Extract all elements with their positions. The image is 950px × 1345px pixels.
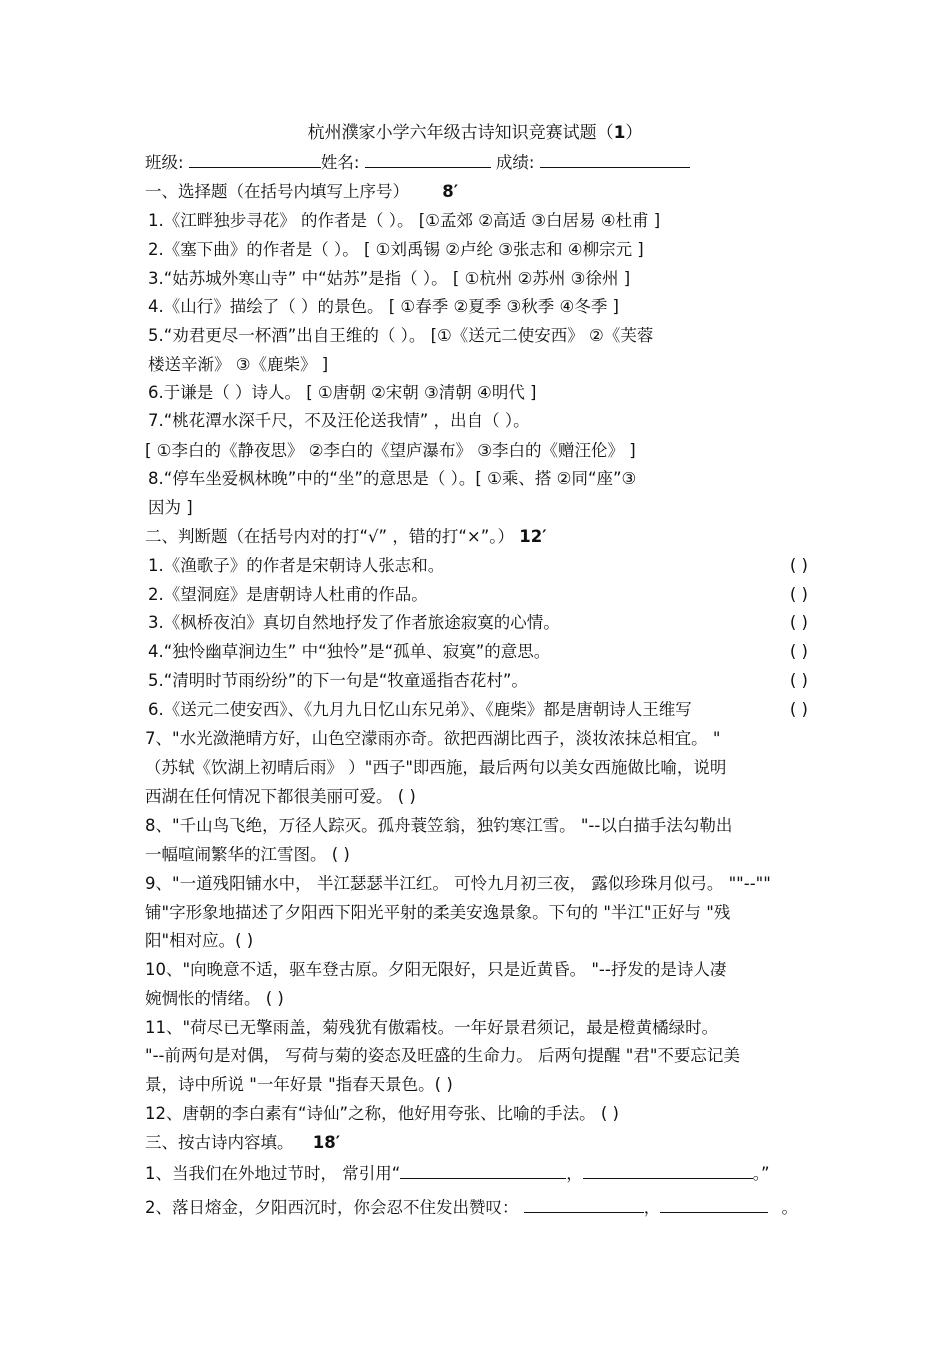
judge-q3: 3.《枫桥夜泊》真切自然地抒发了作者旅途寂寞的心情。 (148, 613, 560, 632)
judge-q6-bracket[interactable]: ( ) (789, 700, 808, 719)
judge-q10-line2: 婉惆怅的情绪。 ( ) (145, 989, 284, 1008)
judge-q1-bracket[interactable]: ( ) (789, 556, 808, 575)
judge-q7: 7、"水光潋滟晴方好，山色空濛雨亦奇。欲把西湖比西子，淡妆浓抹总相宜。 " (145, 729, 721, 748)
choice-q5: 5.“劝君更尽一杯酒”出自王维的（ ）。 [①《送元二使安西》 ②《芙蓉 (148, 326, 654, 345)
fill-q2-text: 2、落日熔金，夕阳西沉时，你会忍不住发出赞叹： (145, 1198, 519, 1217)
section-3-points: 18′ (312, 1133, 341, 1152)
title-number: 1 (613, 123, 626, 143)
fill-q1 (145, 1164, 770, 1184)
judge-q9-line2: 铺"字形象地描述了夕阳西下阳光平射的柔美安逸景象。下句的 "半江"正好与 "残 (145, 903, 731, 922)
section-1-text: 一、选择题（在括号内填写上序号） (145, 182, 409, 201)
fill-q2 (145, 1198, 798, 1218)
section-2-heading (145, 527, 547, 547)
choice-q4: 4.《山行》描绘了（ ）的景色。 [ ①春季 ②夏季 ③秋季 ④冬季 ] (148, 297, 619, 316)
choice-q8: 8.“停车坐爱枫林晚”中的“坐”的意思是（ ）。[ ①乘、搭 ②同“座”③ (148, 469, 637, 488)
judge-q9: 9、"一道残阳铺水中， 半江瑟瑟半江红。 可怜九月初三夜， 露似珍珠月似弓。 ""--"" (145, 874, 771, 893)
section-3-text: 三、按古诗内容填。 (145, 1133, 294, 1152)
name-blank[interactable] (365, 153, 491, 168)
choice-q8-cont: 因为 ] (148, 498, 193, 517)
judge-q2: 2.《望洞庭》是唐朝诗人杜甫的作品。 (148, 585, 428, 604)
judge-q6: 6.《送元二使安西》、《九月九日忆山东兄弟》、《鹿柴》都是唐朝诗人王维写 (148, 700, 692, 719)
fill-q1-blank-2[interactable] (583, 1164, 753, 1179)
choice-q6: 6.于谦是（ ）诗人。 [ ①唐朝 ②宋朝 ③清朝 ④明代 ] (148, 383, 537, 402)
judge-q4: 4.“独怜幽草涧边生” 中“独怜”是“孤单、寂寞”的意思。 (148, 642, 551, 661)
judge-q2-bracket[interactable]: ( ) (789, 585, 808, 604)
class-blank[interactable] (189, 153, 321, 168)
judge-q3-bracket[interactable]: ( ) (789, 613, 808, 632)
choice-q2: 2.《塞下曲》的作者是（ ）。 [ ①刘禹锡 ②卢纶 ③张志和 ④柳宗元 ] (148, 240, 644, 259)
judge-q9-line3: 阳"相对应。( ) (145, 931, 254, 950)
judge-q5-bracket[interactable]: ( ) (789, 671, 808, 690)
choice-q3: 3.“姑苏城外寒山寺” 中“姑苏”是指（ ）。 [ ①杭州 ②苏州 ③徐州 ] (148, 269, 631, 288)
section-2-text: 二、判断题（在括号内对的打“√” ，错的打“×”。） (145, 527, 515, 546)
fill-q1-text: 1、当我们在外地过节时， 常引用“ (145, 1164, 401, 1183)
section-3-heading (145, 1133, 340, 1153)
judge-q11: 11、"荷尽已无擎雨盖，菊残犹有傲霜枝。一年好景君须记，最是橙黄橘绿时。 (145, 1018, 719, 1037)
fill-q2-blank-2[interactable] (660, 1198, 768, 1213)
judge-q5: 5.“清明时节雨纷纷”的下一句是“牧童遥指杏花村”。 (148, 671, 528, 690)
judge-q1: 1.《渔歌子》的作者是宋朝诗人张志和。 (148, 556, 445, 575)
judge-q8-line2: 一幅喧闹繁华的江雪图。 ( ) (145, 845, 350, 864)
section-1-heading (145, 182, 458, 202)
name-label: 姓名: (320, 153, 360, 172)
fill-q2-blank-1[interactable] (524, 1198, 644, 1213)
page-title (0, 123, 950, 143)
judge-q10: 10、"向晚意不适，驱车登古原。夕阳无限好，只是近黄昏。 "--抒发的是诗人凄 (145, 960, 727, 979)
score-label: 成绩: (495, 153, 535, 172)
class-label: 班级: (145, 153, 184, 172)
fill-q1-comma: ， (566, 1164, 583, 1183)
choice-q5-cont: 楼送辛渐》 ③《鹿柴》 ] (148, 355, 329, 374)
judge-q11-line3: 景，诗中所说 "一年好景 "指春天景色。( ) (145, 1075, 453, 1094)
judge-q7-line2: （苏轼《饮湖上初晴后雨》 ）"西子"即西施，最后两句以美女西施做比喻，说明 (145, 758, 727, 777)
title-end: ） (625, 123, 643, 143)
title-text: 杭州濮家小学六年级古诗知识竞赛试题（ (307, 123, 614, 143)
score-blank[interactable] (540, 153, 690, 168)
judge-q4-bracket[interactable]: ( ) (789, 642, 808, 661)
fill-q2-comma: ， (643, 1198, 661, 1217)
section-1-points: 8′ (442, 182, 459, 201)
judge-q7-line3: 西湖在任何情况下都很美丽可爱。 ( ) (145, 787, 416, 806)
header-row (145, 153, 690, 173)
choice-q7-options: [ ①李白的《静夜思》 ②李白的《望庐瀑布》 ③李白的《赠汪伦》 ] (145, 441, 636, 460)
choice-q1: 1.《江畔独步寻花》 的作者是（ ）。 [①孟郊 ②高适 ③白居易 ④杜甫 ] (148, 211, 661, 230)
choice-q7: 7.“桃花潭水深千尺，不及汪伦送我情” ，出自（ ）。 (148, 411, 530, 430)
judge-q12: 12、唐朝的李白素有“诗仙”之称，他好用夸张、比喻的手法。 ( ) (145, 1104, 619, 1123)
fill-q1-blank-1[interactable] (400, 1164, 566, 1179)
section-2-points: 12′ (519, 527, 547, 546)
fill-q2-end: 。 (781, 1198, 798, 1217)
judge-q11-line2: "--前两句是对偶， 写荷与菊的姿态及旺盛的生命力。 后两句提醒 "君"不要忘记美 (145, 1046, 740, 1065)
judge-q8: 8、"千山鸟飞绝，万径人踪灭。孤舟蓑笠翁，独钓寒江雪。 "--以白描手法勾勒出 (145, 816, 733, 835)
fill-q1-end: 。” (752, 1164, 770, 1183)
